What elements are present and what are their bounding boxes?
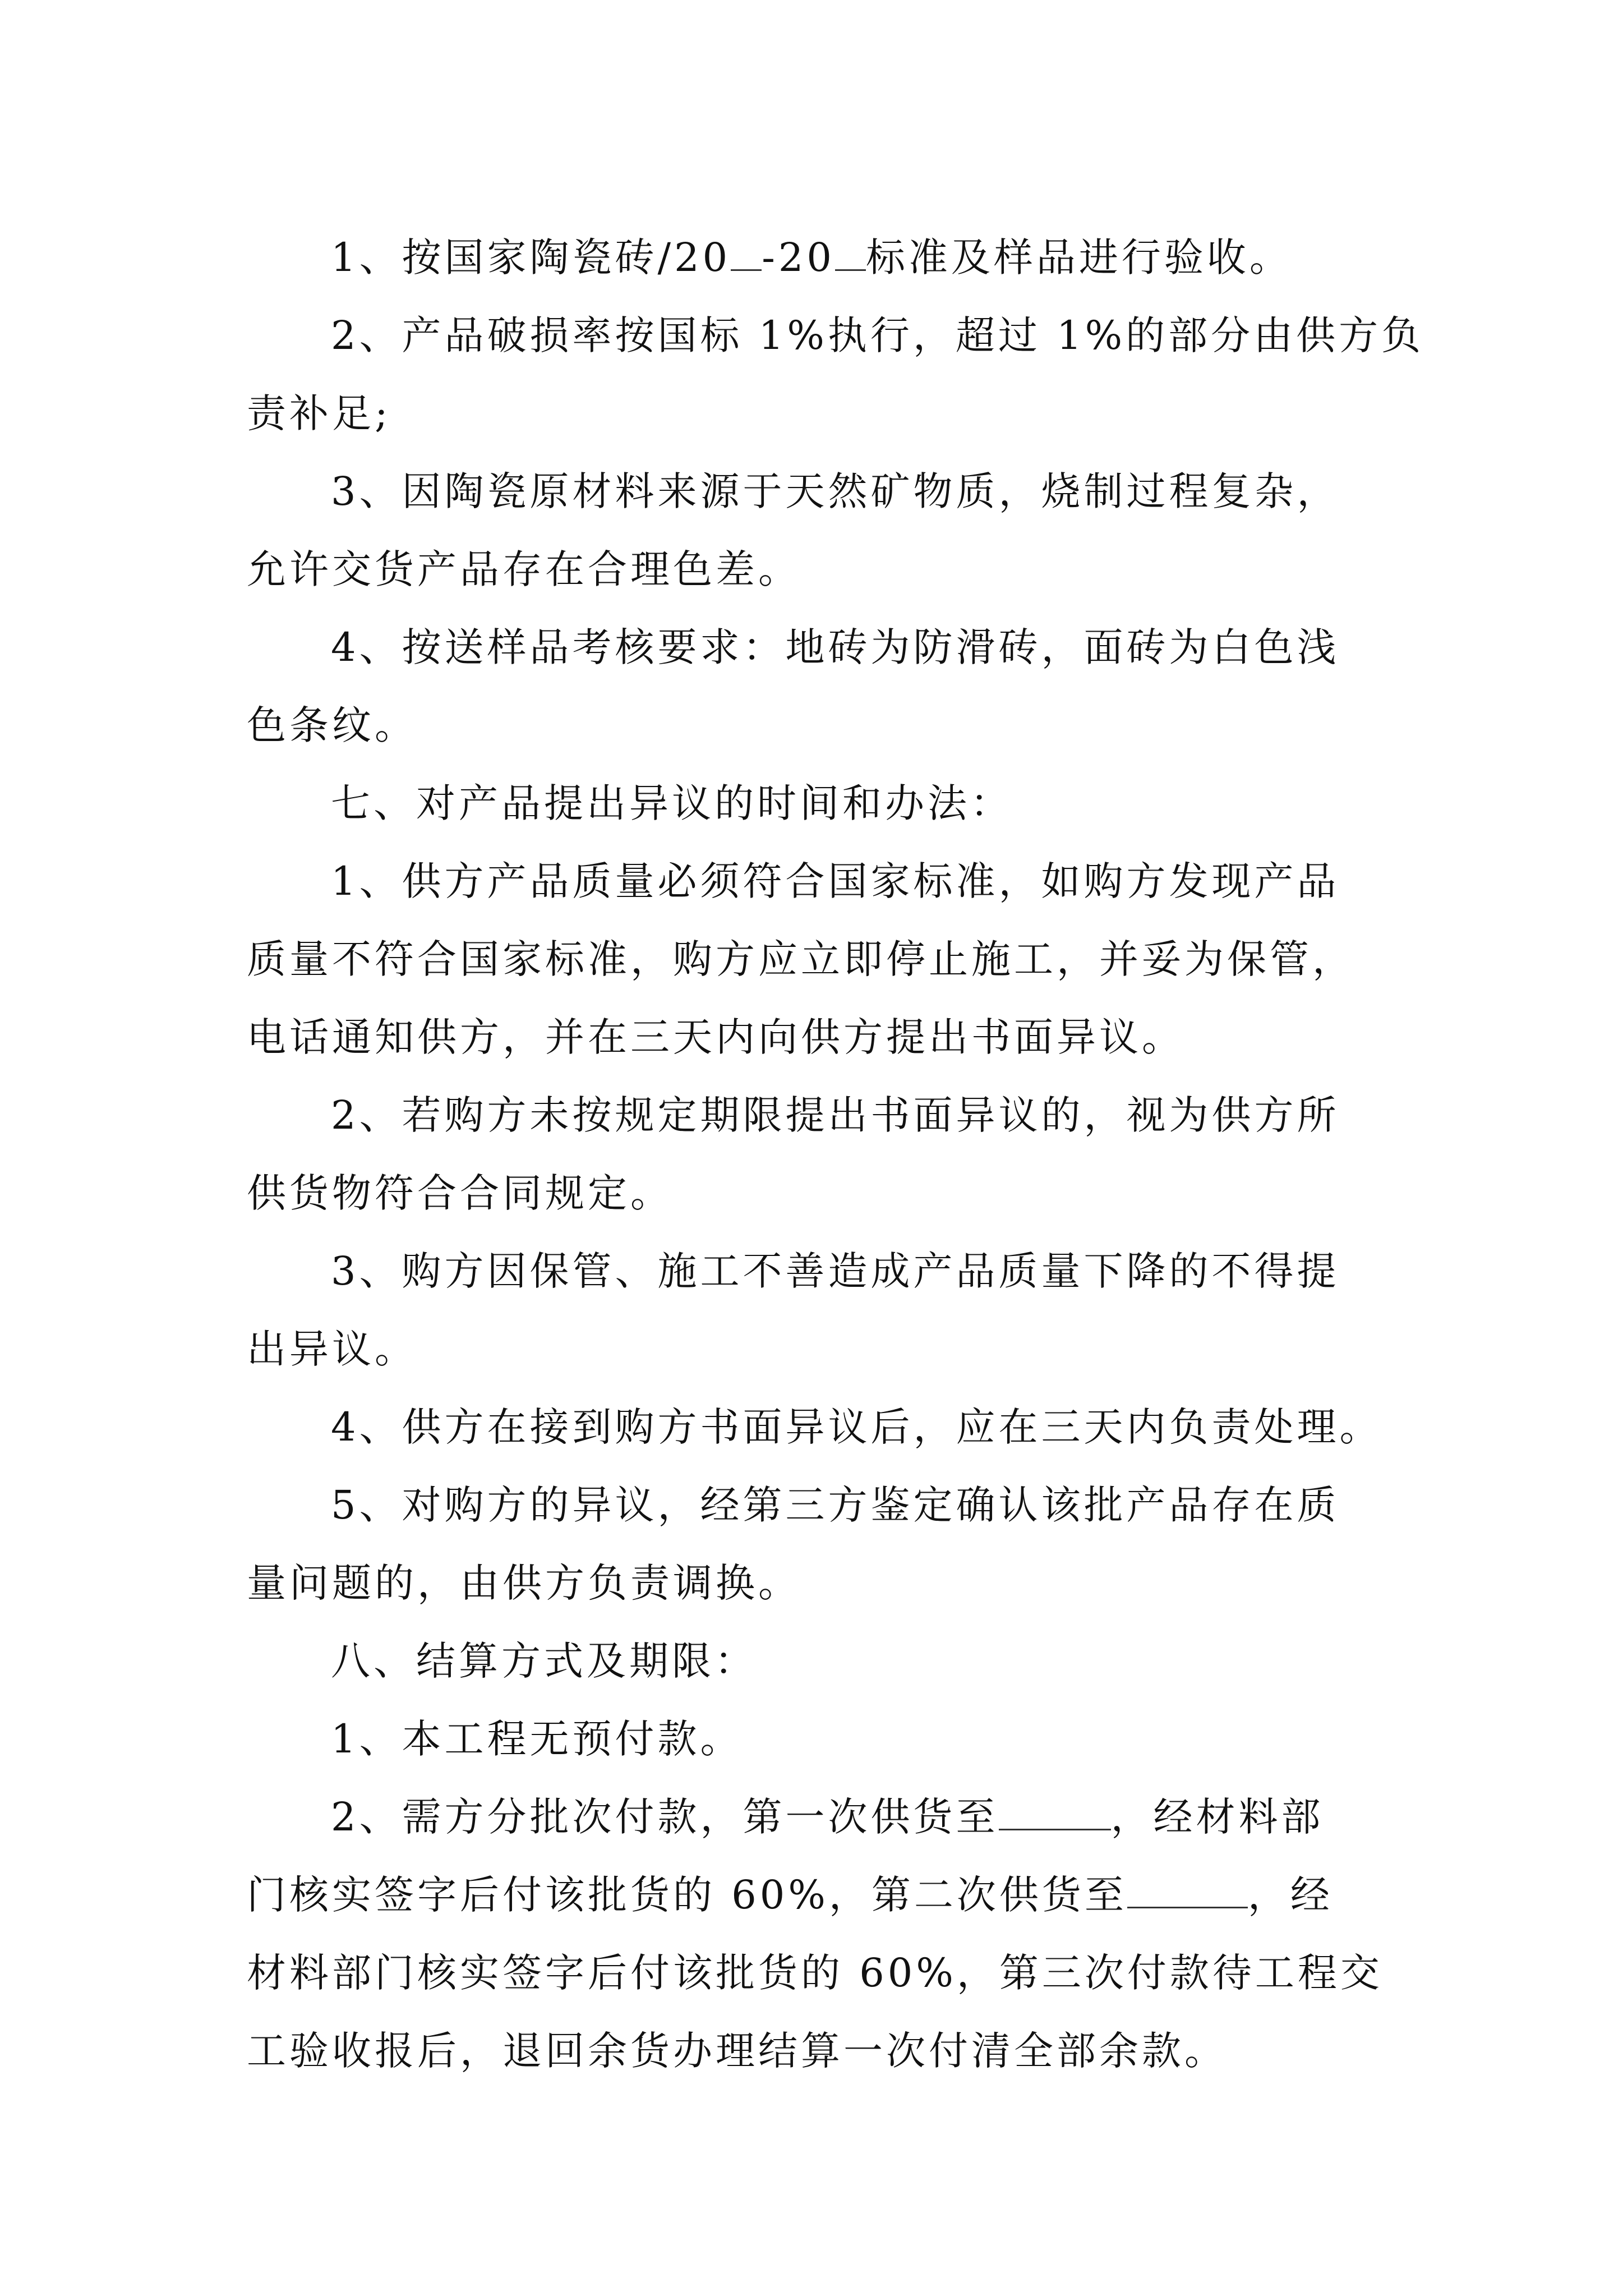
- paragraph-line: [247, 453, 1413, 531]
- text-run: 允许交货产品存在合理色差。: [247, 546, 801, 592]
- text-run: 量问题的，由供方负责调换。: [247, 1560, 801, 1606]
- text-run: 1、按国家陶瓷砖/20: [331, 234, 731, 280]
- blank-underline: [1127, 1906, 1248, 1908]
- paragraph-line: [247, 1934, 1413, 2012]
- paragraph-line: [247, 1154, 1413, 1232]
- paragraph-line: [247, 297, 1424, 375]
- text-run: ，经材料部: [1110, 1794, 1324, 1840]
- paragraph-line: [247, 1388, 1413, 1466]
- text-run: ，经: [1247, 1872, 1333, 1918]
- section-heading: [247, 765, 1413, 843]
- paragraph-line: [247, 687, 1413, 765]
- text-run: 2、需方分批次付款，第一次供货至: [331, 1794, 999, 1840]
- paragraph-line: [247, 1856, 1413, 1934]
- blank-underline: [731, 269, 762, 271]
- paragraph-line: [247, 609, 1413, 687]
- document-page: [247, 219, 1424, 2090]
- text-run: 色条纹。: [247, 702, 417, 748]
- text-run: 4、供方在接到购方书面异议后，应在三天内负责处理。: [331, 1404, 1382, 1450]
- paragraph-line: [247, 1778, 1413, 1856]
- text-run: 5、对购方的异议，经第三方鉴定确认该批产品存在质: [331, 1482, 1340, 1528]
- section-heading: [247, 1622, 1413, 1700]
- paragraph-line: [247, 2012, 1413, 2090]
- paragraph-line: [247, 1310, 1413, 1388]
- text-run: 质量不符合国家标准，购方应立即停止施工，并妥为保管，: [247, 936, 1355, 982]
- paragraph-line: [247, 1544, 1413, 1622]
- text-run: 八、结算方式及期限：: [331, 1638, 757, 1684]
- paragraph-line: [247, 531, 1413, 609]
- text-run: 1、供方产品质量必须符合国家标准，如购方发现产品: [331, 858, 1340, 904]
- text-run: 4、按送样品考核要求：地砖为防滑砖，面砖为白色浅: [331, 624, 1340, 670]
- text-run: 标准及样品进行验收。: [865, 234, 1292, 280]
- blank-underline: [999, 1828, 1111, 1830]
- paragraph-line: [247, 219, 1413, 297]
- paragraph-line: [247, 1466, 1413, 1544]
- paragraph-line: [247, 375, 1413, 453]
- text-run: 1、本工程无预付款。: [331, 1716, 743, 1762]
- text-run: 责补足;: [247, 390, 391, 436]
- blank-underline: [835, 269, 866, 271]
- paragraph-line: [247, 1700, 1413, 1778]
- text-run: 2、若购方未按规定期限提出书面异议的，视为供方所: [331, 1092, 1340, 1138]
- paragraph-line: [247, 921, 1413, 999]
- text-run: 材料部门核实签字后付该批货的 60%，第三次付款待工程交: [247, 1950, 1383, 1996]
- text-run: 门核实签字后付该批货的 60%，第二次供货至: [247, 1872, 1127, 1918]
- text-run: 3、购方因保管、施工不善造成产品质量下降的不得提: [331, 1248, 1340, 1294]
- text-run: 出异议。: [247, 1326, 417, 1372]
- paragraph-line: [247, 1232, 1413, 1310]
- text-run: 工验收报后，退回余货办理结算一次付清全部余款。: [247, 2028, 1227, 2074]
- text-run: 供货物符合合同规定。: [247, 1170, 673, 1216]
- text-run: 2、产品破损率按国标 1%执行，超过 1%的部分由供方负: [331, 312, 1424, 358]
- text-run: 电话通知供方，并在三天内向供方提出书面异议。: [247, 1014, 1184, 1060]
- text-run: -20: [762, 234, 835, 280]
- text-run: 3、因陶瓷原材料来源于天然矿物质，烧制过程复杂，: [331, 468, 1340, 514]
- paragraph-line: [247, 999, 1413, 1076]
- paragraph-line: [247, 843, 1413, 921]
- paragraph-line: [247, 1076, 1413, 1154]
- text-run: 七、对产品提出异议的时间和办法：: [331, 780, 1013, 826]
